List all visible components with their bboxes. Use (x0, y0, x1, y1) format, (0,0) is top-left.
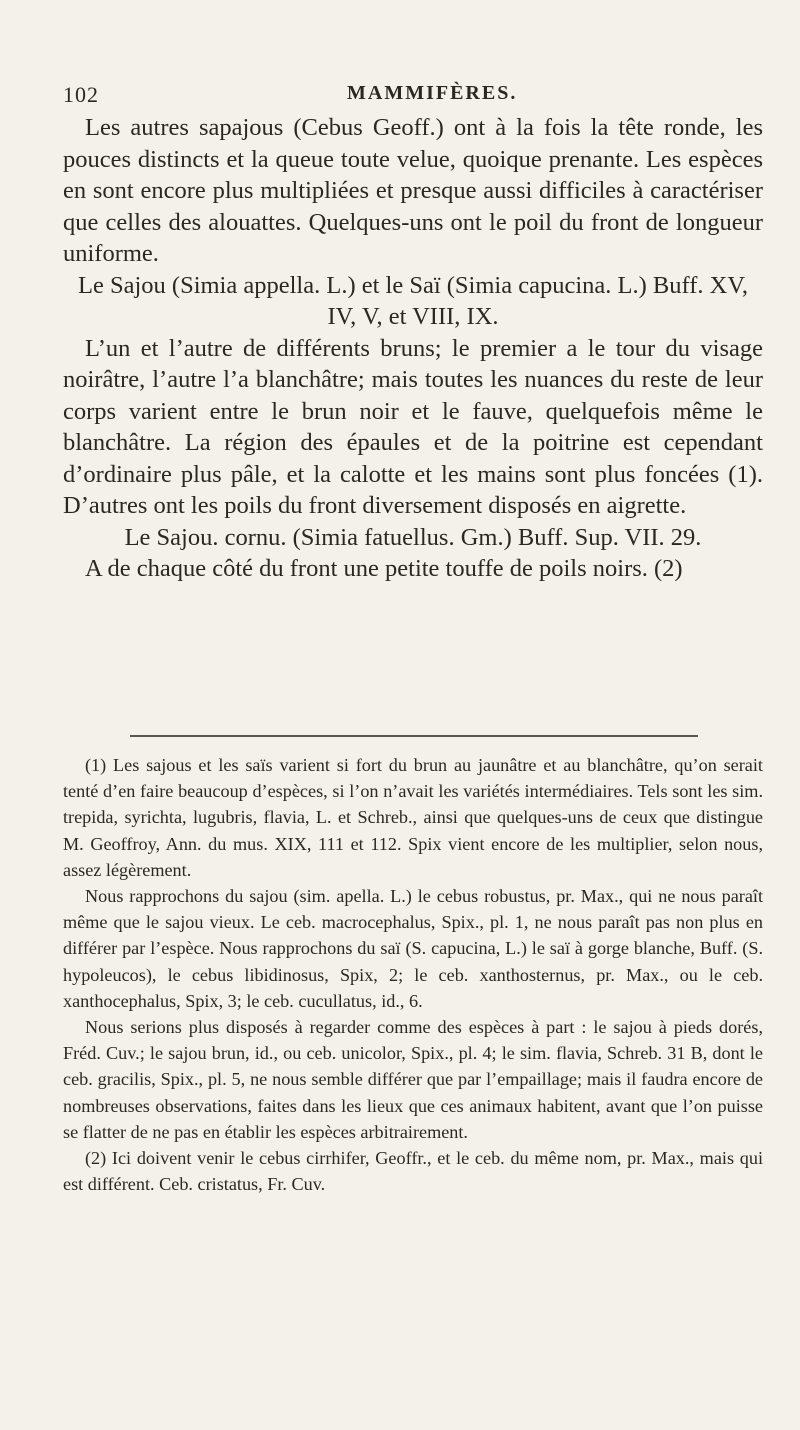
running-title: MAMMIFÈRES. (347, 82, 518, 104)
main-text (63, 112, 763, 585)
page-number: 102 (63, 82, 99, 107)
paragraph: A de chaque côté du front une petite touffe de poils noirs. (2) (85, 555, 683, 582)
footnote-divider (130, 735, 698, 737)
species-heading: Le Sajou (Simia appella. L.) et le Saï (Simia capucina. L.) Buff. XV, IV, V, et VIII, IX. (78, 271, 748, 330)
footnotes (63, 752, 763, 1197)
footnote: Nous serions plus disposés à regarder comme des espèces à part : le sajou à pieds dorés, Fréd. Cuv.; le sajou brun, id., ou ceb. unicolor, Spix., pl. 4; le sim. flavia, Schreb. 31 B, dont le ceb. gracilis, Spix., pl. 5, ne nous semble différer que par l’empaillage; mais il faudra encore de nombreuses observations, faites dans les lieux que ces animaux habitent, avant que l’on puisse se flatter de ne pas en établir les espèces arbitrairement. (63, 1017, 763, 1142)
paragraph: L’un et l’autre de différents bruns; le premier a le tour du visage noirâtre, l’autre l’a blanchâtre; mais toutes les nuances du reste de leur corps varient entre le brun noir et le fauve, quelquefois même le blanchâtre. La région des épaules et de la poitrine est cependant d’ordinaire plus pâle, et la calotte et les mains sont plus foncées (1). D’autres ont les poils du front diversement disposés en aigrette. (63, 334, 763, 519)
page-header (0, 82, 800, 112)
footnote: (2) Ici doivent venir le cebus cirrhifer, Geoffr., et le ceb. du même nom, pr. Max., mais qui est différent. Ceb. cristatus, Fr. Cuv. (63, 1148, 763, 1195)
paragraph: Les autres sapajous (Cebus Geoff.) ont à la fois la tête ronde, les pouces distincts et la queue toute velue, quoique prenante. Les espèces en sont encore plus multipliées et presque aussi difficiles à caractériser que celles des alouattes. Quelques-uns ont le poil du front de longueur uniforme. (63, 114, 763, 267)
footnote: Nous rapprochons du sajou (sim. apella. L.) le cebus robustus, pr. Max., qui ne nous paraît même que le sajou vieux. Le ceb. macrocephalus, Spix., pl. 1, ne nous paraît pas non plus en différer par l’espèce. Nous rapprochons du saï (S. capucina, L.) le saï à gorge blanche, Buff. (S. hypoleucos), le cebus libidinosus, Spix, 2; le ceb. xanthosternus, pr. Max., ou le ceb. xanthocephalus, Spix, 3; le ceb. cucullatus, id., 6. (63, 886, 763, 1011)
species-heading: Le Sajou. cornu. (Simia fatuellus. Gm.) Buff. Sup. VII. 29. (124, 523, 702, 551)
footnote: (1) Les sajous et les saïs varient si fort du brun au jaunâtre et au blanchâtre, qu’on serait tenté d’en faire beaucoup d’espèces, si l’on n’avait les variétés intermédiaires. Tels sont les sim. trepida, syrichta, lugubris, flavia, L. et Schreb., ainsi que quelques-uns de ceux que distingue M. Geoffroy, Ann. du mus. XIX, 111 et 112. Spix vient encore de les multiplier, selon nous, assez légèrement. (63, 755, 763, 880)
